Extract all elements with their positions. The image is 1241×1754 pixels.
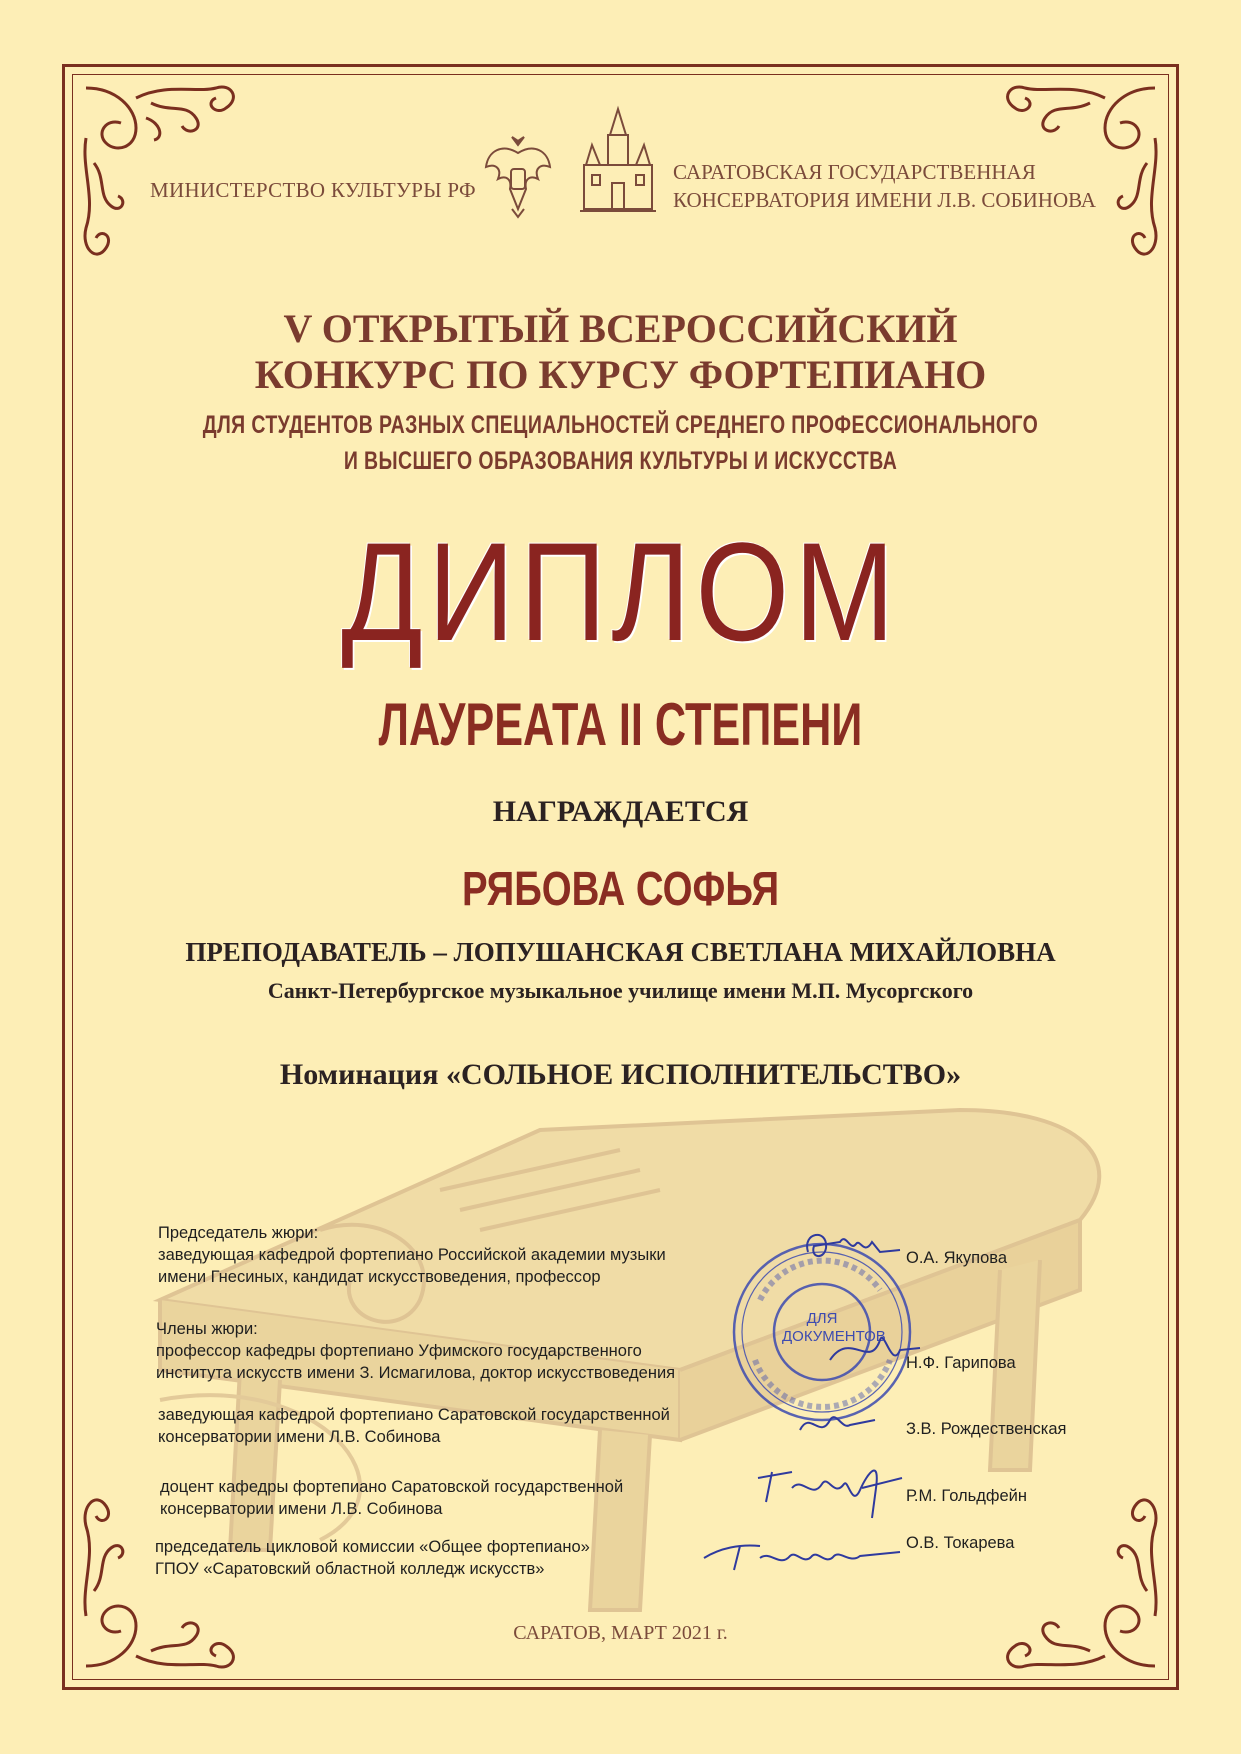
competition-subtitle-line-2: И ВЫСШЕГО ОБРАЗОВАНИЯ КУЛЬТУРЫ И ИСКУССТВА (343, 447, 898, 475)
jury-member-2-name: З.В. Рождественская (906, 1420, 1067, 1438)
stamp-center-text: ДЛЯ ДОКУМЕНТОВ (782, 1310, 886, 1345)
jury-chair-desc-2: имени Гнесиных, кандидат искусствоведения, профессор (158, 1268, 601, 1286)
jury-member-3-desc-2: консерватории имени Л.В. Собинова (160, 1500, 443, 1518)
jury-chair-label: Председатель жюри: (158, 1224, 319, 1242)
jury-chair-desc-1: заведующая кафедрой фортепиано Российской академии музыки (158, 1246, 666, 1264)
jury-member-1-desc-2: института искусств имени З. Исмагилова, доктор искусствоведения (156, 1364, 676, 1382)
jury-member-4-desc-1: председатель цикловой комиссии «Общее фортепиано» (155, 1538, 590, 1556)
diploma-title: ДИПЛОМ (341, 513, 900, 670)
jury-member-3-desc-1: доцент кафедры фортепиано Саратовской государственной (160, 1478, 624, 1496)
conservatory-label (673, 158, 1096, 214)
jury-chair-block (158, 1222, 666, 1288)
nomination-line: Номинация «СОЛЬНОЕ ИСПОЛНИТЕЛЬСТВО» (279, 1058, 962, 1091)
conservatory-line-2: КОНСЕРВАТОРИЯ ИМЕНИ Л.В. СОБИНОВА (673, 188, 1096, 212)
competition-title-line-2: КОНКУРС ПО КУРСУ ФОРТЕПИАНО (254, 352, 987, 397)
school-line: Санкт-Петербургское музыкальное училище имени М.П. Мусоргского (267, 978, 974, 1003)
signature-member-2 (780, 1400, 890, 1450)
jury-member-4-block (155, 1536, 590, 1580)
signature-chair (800, 1222, 910, 1272)
jury-member-3-name: Р.М. Гольдфейн (906, 1487, 1027, 1505)
competition-title-line-1: V ОТКРЫТЫЙ ВСЕРОССИЙСКИЙ (283, 306, 958, 351)
jury-member-3-block (160, 1476, 623, 1520)
jury-chair-name: О.А. Якупова (906, 1249, 1008, 1267)
signature-member-3 (752, 1448, 912, 1528)
jury-member-2-block (158, 1404, 670, 1448)
laureate-degree: ЛАУРЕАТА II СТЕПЕНИ (378, 691, 863, 758)
jury-member-2-desc-2: консерватории имени Л.В. Собинова (158, 1428, 441, 1446)
jury-member-2-desc-1: заведующая кафедрой фортепиано Саратовской государственной (158, 1406, 670, 1424)
recipient-name: РЯБОВА СОФЬЯ (461, 863, 780, 916)
conservatory-building-icon (578, 105, 658, 217)
double-headed-eagle-icon (482, 133, 554, 219)
jury-member-4-name: О.В. Токарева (906, 1534, 1015, 1552)
jury-member-1-block (156, 1318, 675, 1384)
ministry-label: МИНИСТЕРСТВО КУЛЬТУРЫ РФ (150, 178, 476, 202)
jury-members-label: Члены жюри: (156, 1320, 258, 1338)
footer-place-date: САРАТОВ, МАРТ 2021 г. (513, 1622, 728, 1644)
jury-member-1-desc-1: профессор кафедры фортепиано Уфимского государственного (156, 1342, 642, 1360)
awarded-label: НАГРАЖДАЕТСЯ (492, 795, 749, 828)
teacher-line: ПРЕПОДАВАТЕЛЬ – ЛОПУШАНСКАЯ СВЕТЛАНА МИХАЙЛОВНА (185, 937, 1056, 967)
competition-subtitle-line-1: ДЛЯ СТУДЕНТОВ РАЗНЫХ СПЕЦИАЛЬНОСТЕЙ СРЕДНЕГО ПРОФЕССИОНАЛЬНОГО (202, 411, 1039, 439)
signature-member-1 (820, 1320, 930, 1380)
conservatory-line-1: САРАТОВСКАЯ ГОСУДАРСТВЕННАЯ (673, 160, 1036, 184)
jury-member-1-name: Н.Ф. Гарипова (906, 1354, 1016, 1372)
jury-member-4-desc-2: ГПОУ «Саратовский областной колледж искусств» (155, 1560, 545, 1578)
signature-member-4 (700, 1528, 920, 1578)
